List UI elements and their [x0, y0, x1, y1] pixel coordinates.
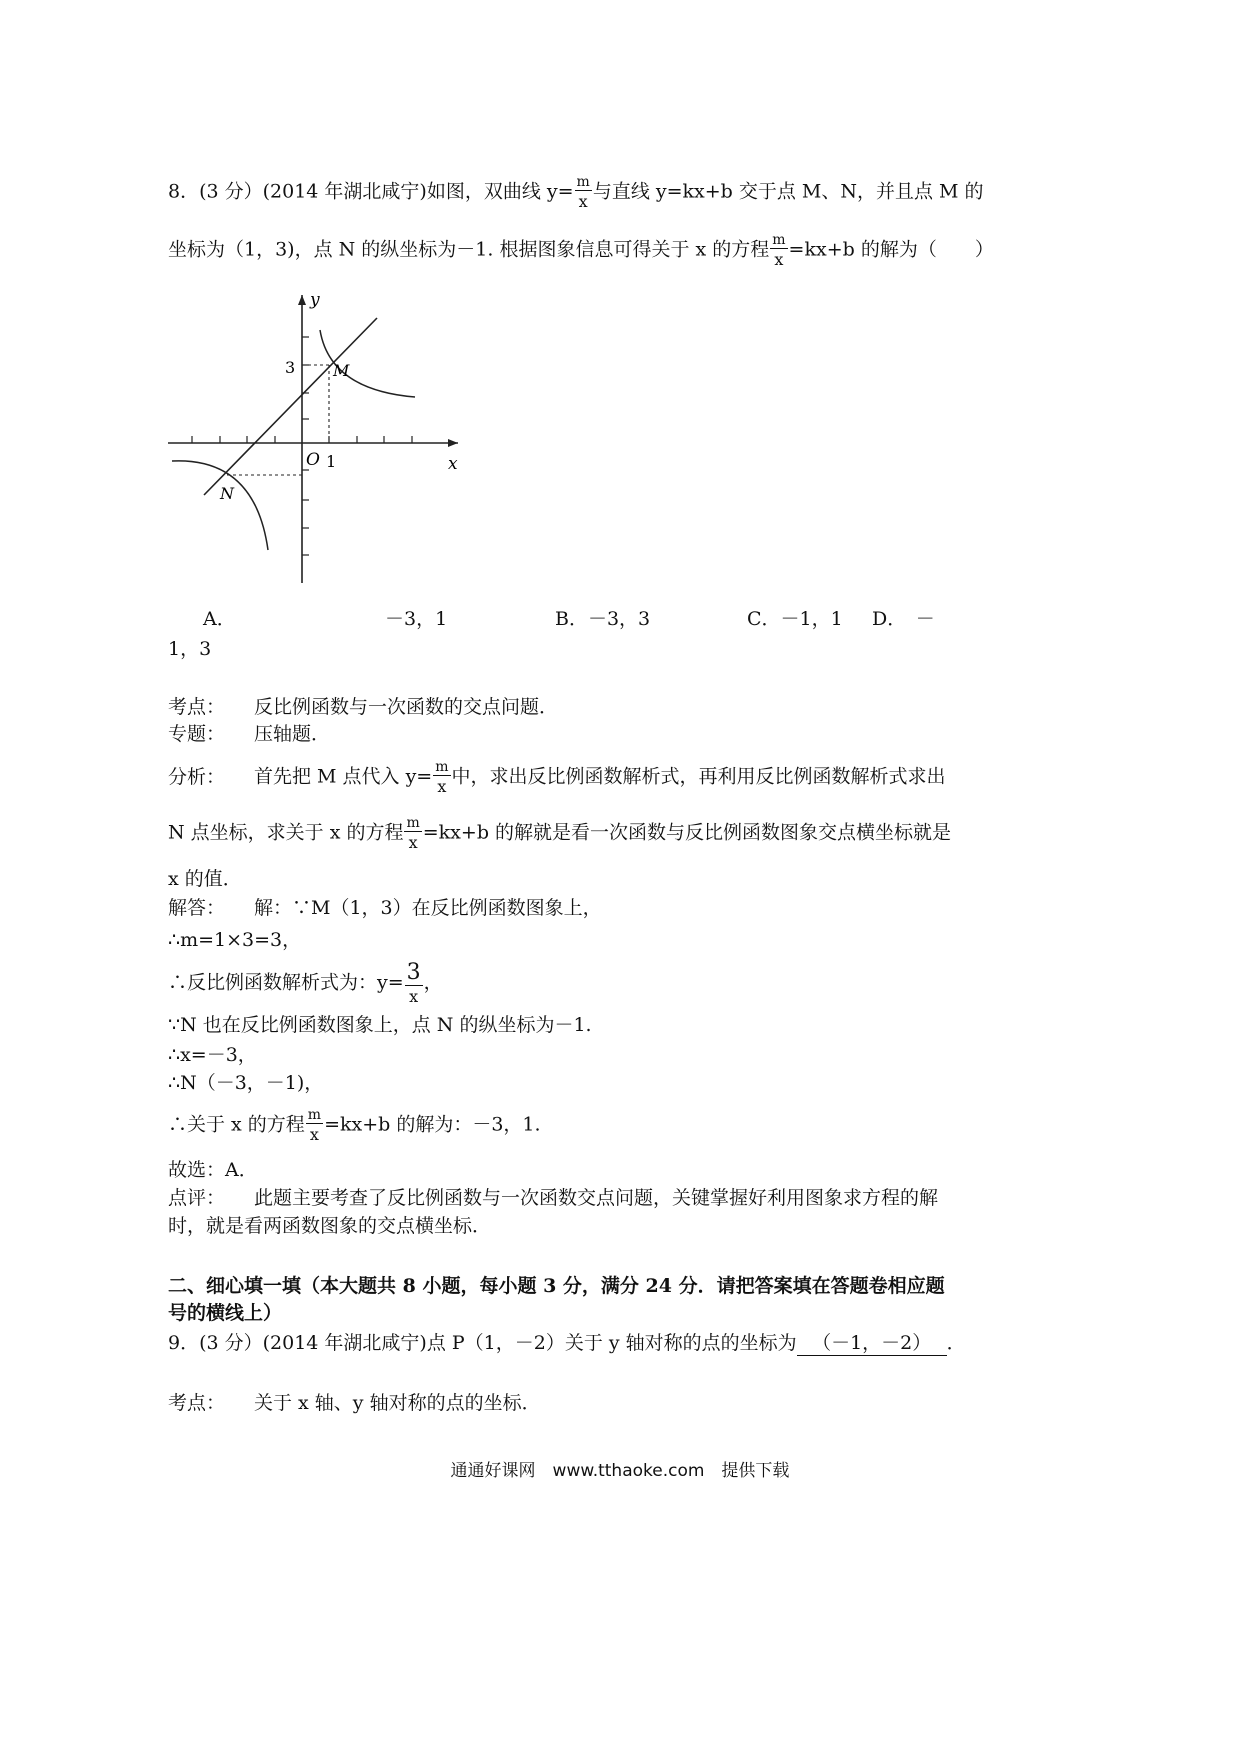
- option-d-cont: 1，3: [168, 638, 212, 660]
- jieda-line-7: ∴关于 x 的方程 $\frac{m}{x}$ =kx+b 的解为：－3，1.: [168, 1107, 541, 1144]
- jieda-line-4: ∵N 也在反比例函数图象上，点 N 的纵坐标为－1.: [168, 1014, 592, 1036]
- kaodian-row: 考点： 反比例函数与一次函数的交点问题．: [168, 696, 559, 718]
- point-M-label: M: [333, 361, 350, 380]
- fraction: $\frac{m}{x}$: [576, 174, 590, 211]
- line-kx-b: [204, 318, 377, 495]
- dianping-line-2: 时，就是看两函数图象的交点横坐标．: [168, 1215, 492, 1237]
- fenxi-row-2: N 点坐标，求关于 x 的方程 $\frac{m}{x}$ =kx+b 的解就是看一次函数与反比例函数图象交点横坐标就是: [168, 815, 952, 852]
- jieda-line-3: ∴反比例函数解析式为：y= $\frac{3}{x}$ ，: [168, 960, 443, 1006]
- fenxi-row-3: x 的值．: [168, 868, 242, 890]
- footer-credit: 通通好课网 www.tthaoke.com 提供下载: [450, 1461, 790, 1481]
- option-b: B．－3，3: [555, 608, 651, 630]
- tick-label-3: 3: [285, 358, 296, 377]
- section2-title-line1: 二、细心填一填（本大题共 8 小题，每小题 3 分，满分 24 分．请把答案填在答题卷相应题: [168, 1275, 945, 1297]
- fraction: $\frac{m}{x}$: [406, 815, 420, 852]
- option-a-label: A．: [203, 608, 236, 630]
- y-axis-arrow: [298, 295, 306, 305]
- tick-label-1: 1: [326, 452, 337, 471]
- q8-line1: 8．(3 分）(2014 年湖北咸宁)如图，双曲线 y= $\frac{m}{x}$ 与直线 y=kx+b 交于点 M、N，并且点 M 的: [168, 174, 984, 211]
- zhuanti-row: 专题： 压轴题．: [168, 723, 331, 745]
- point-N-label: N: [220, 484, 234, 503]
- section2-title-line2: 号的横线上）: [168, 1302, 283, 1324]
- dianping-row: 点评： 此题主要考查了反比例函数与一次函数交点问题，关键掌握好利用图象求方程的解: [168, 1187, 939, 1209]
- q9-line: 9．(3 分）(2014 年湖北咸宁)点 P（1，－2）关于 y 轴对称的点的坐标为 （－1，－2） ．: [168, 1328, 966, 1356]
- q9-kaodian-row: 考点： 关于 x 轴、y 轴对称的点的坐标．: [168, 1392, 541, 1414]
- option-d-label: D． －: [872, 608, 935, 630]
- fraction: $\frac{m}{x}$: [772, 232, 786, 269]
- jieda-line-5: ∴x=－3，: [168, 1044, 257, 1066]
- q9-answer-blank: （－1，－2）: [797, 1328, 947, 1356]
- fraction: $\frac{m}{x}$: [435, 759, 449, 796]
- fraction: $\frac{m}{x}$: [307, 1107, 322, 1144]
- jieda-line-2: ∴m=1×3=3，: [168, 929, 302, 951]
- origin-label: O: [306, 450, 320, 470]
- y-ticks: [302, 337, 309, 555]
- q8-line2: 坐标为（1，3)，点 N 的纵坐标为－1. 根据图象信息可得关于 x 的方程 $\frac{m}{x}$ =kx+b 的解为（ ）: [168, 232, 994, 269]
- guxuan-line: 故选：A．: [168, 1159, 258, 1181]
- fraction: $\frac{3}{x}$: [406, 960, 421, 1006]
- x-axis-label: x: [448, 454, 458, 474]
- q8-figure: [160, 285, 470, 590]
- jieda-row: 解答： 解：∵M（1，3）在反比例函数图象上，: [168, 897, 602, 919]
- x-axis-arrow: [448, 439, 458, 447]
- y-axis-label: y: [310, 290, 320, 310]
- jieda-line-6: ∴N（－3，－1)，: [168, 1072, 324, 1094]
- hyperbola-branch-left: [172, 461, 268, 550]
- option-a-value: －3，1: [385, 608, 448, 630]
- option-c: C．－1，1: [747, 608, 843, 630]
- fenxi-row: 分析： 首先把 M 点代入 y= $\frac{m}{x}$ 中，求出反比例函数解析式，再利用反比例函数解析式求出: [168, 759, 946, 796]
